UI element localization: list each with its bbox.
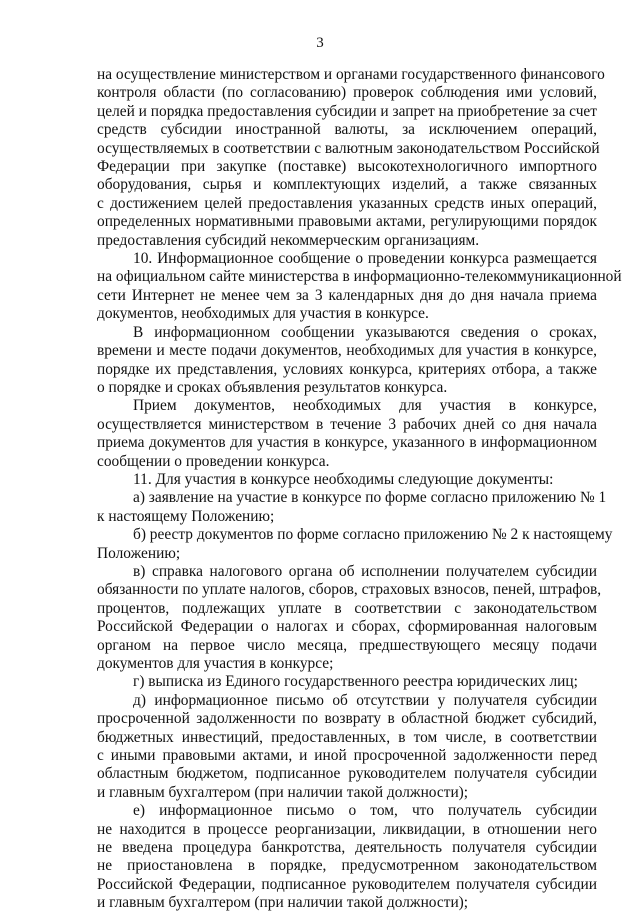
text-line: В информационном сообщении указываются сведения о сроках, — [133, 323, 597, 341]
text-line: предоставления субсидий некоммерческим организациям. — [97, 231, 480, 249]
text-line: и главным бухгалтером (при наличии такой должности); — [97, 783, 469, 801]
text-line: Положению; — [97, 544, 181, 562]
text-line: контроля области (по согласованию) проверок соблюдения ими условий, — [97, 84, 597, 102]
text-line: 10. Информационное сообщение о проведении конкурса размещается — [133, 250, 597, 268]
text-line: и главным бухгалтером (при наличии такой должности); — [97, 894, 469, 912]
text-line: на официальном сайте министерства в информационно-телекоммуникационной — [97, 268, 622, 286]
text-line: в) справка налогового органа об исполнении получателем субсидии — [133, 562, 597, 580]
text-line: бюджетных инвестиций, предоставленных, в том числе, в соответствии — [97, 728, 597, 746]
text-line: времени и месте подачи документов, необходимых для участия в конкурсе, — [97, 342, 597, 360]
text-line: г) выписка из Единого государственного реестра юридических лиц; — [133, 673, 578, 691]
paragraph — [97, 526, 613, 563]
text-line: просроченной задолженности по возврату в областной бюджет субсидий, — [97, 710, 597, 728]
document-body — [97, 66, 622, 913]
text-line: средств субсидии иностранной валюты, за исключением операций, — [97, 121, 597, 139]
page-number: 3 — [316, 35, 324, 51]
text-line: не введена процедура банкротства, деятельность получателя субсидии — [97, 839, 597, 857]
text-line: процентов, подлежащих уплате в соответствии с законодательством — [97, 599, 597, 617]
text-line: не приостановлена в порядке, предусмотренном законодательством — [97, 857, 597, 875]
text-line: осуществляемых в соответствии с валютным законодательством Российской — [97, 139, 600, 157]
text-line: с иными правовыми актами, и иной просроченной задолженности перед — [97, 747, 597, 765]
text-line: на осуществление министерством и органами государственного финансового — [97, 66, 605, 83]
text-line: определенных нормативными правовыми актами, регулирующими порядок — [97, 213, 597, 231]
text-line: целей и порядка предоставления субсидии и запрет на приобретение за счет — [97, 102, 597, 120]
text-line: е) информационное письмо о том, что получатель субсидии — [133, 802, 597, 820]
text-line: органом на первое число месяца, предшествующего месяцу подачи — [97, 636, 597, 654]
text-line: документов для участия в конкурсе; — [97, 655, 334, 672]
text-line: к настоящему Положению; — [97, 507, 275, 525]
text-line: обязанности по уплате налогов, сборов, страховых взносов, пеней, штрафов, — [97, 581, 602, 599]
paragraph — [97, 489, 607, 526]
paragraph — [97, 397, 597, 471]
text-line: документов, необходимых для участия в конкурсе. — [97, 305, 429, 323]
text-line: 11. Для участия в конкурсе необходимы следующие документы: — [133, 470, 554, 488]
paragraph — [97, 66, 605, 250]
text-line: д) информационное письмо об отсутствии у получателя субсидии — [133, 691, 597, 709]
text-line: порядке их представления, условиях конкурса, критериях отбора, а также — [97, 360, 597, 378]
text-line: Прием документов, необходимых для участия в конкурсе, — [133, 397, 597, 415]
text-line: осуществляется министерством в течение 3 рабочих дней со дня начала — [97, 415, 597, 433]
text-line: не находится в процессе реорганизации, ликвидации, в отношении него — [97, 820, 597, 838]
text-line: б) реестр документов по форме согласно приложению № 2 к настоящему — [133, 526, 613, 544]
paragraph — [97, 673, 597, 691]
text-line: областным бюджетом, подписанное руководителем получателя субсидии — [97, 765, 597, 783]
text-line: Федерации при закупке (поставке) высокотехнологичного импортного — [97, 158, 597, 176]
paragraph — [97, 692, 597, 802]
text-line: с достижением целей предоставления указанных средств иных операций, — [97, 194, 597, 212]
text-line: а) заявление на участие в конкурсе по форме согласно приложению № 1 — [133, 489, 607, 507]
text-line: оборудования, сырья и комплектующих изделий, а также связанных — [97, 176, 597, 194]
paragraph — [97, 562, 602, 673]
text-line: Российской Федерации, подписанное руководителем получателя субсидии — [97, 875, 597, 893]
text-line: сообщении о проведении конкурса. — [97, 452, 330, 470]
text-line: Российской Федерации о налогах и сборах, сформированная налоговым — [97, 618, 597, 636]
paragraph — [97, 250, 622, 324]
text-line: о порядке и сроках объявления результатов конкурса. — [97, 378, 448, 396]
paragraph — [97, 471, 597, 489]
text-line: приема документов для участия в конкурсе, указанного в информационном — [97, 434, 597, 452]
paragraph — [97, 324, 597, 398]
text-line: сети Интернет не менее чем за 3 календарных дня до дня начала приема — [97, 286, 597, 304]
paragraph — [97, 802, 597, 912]
